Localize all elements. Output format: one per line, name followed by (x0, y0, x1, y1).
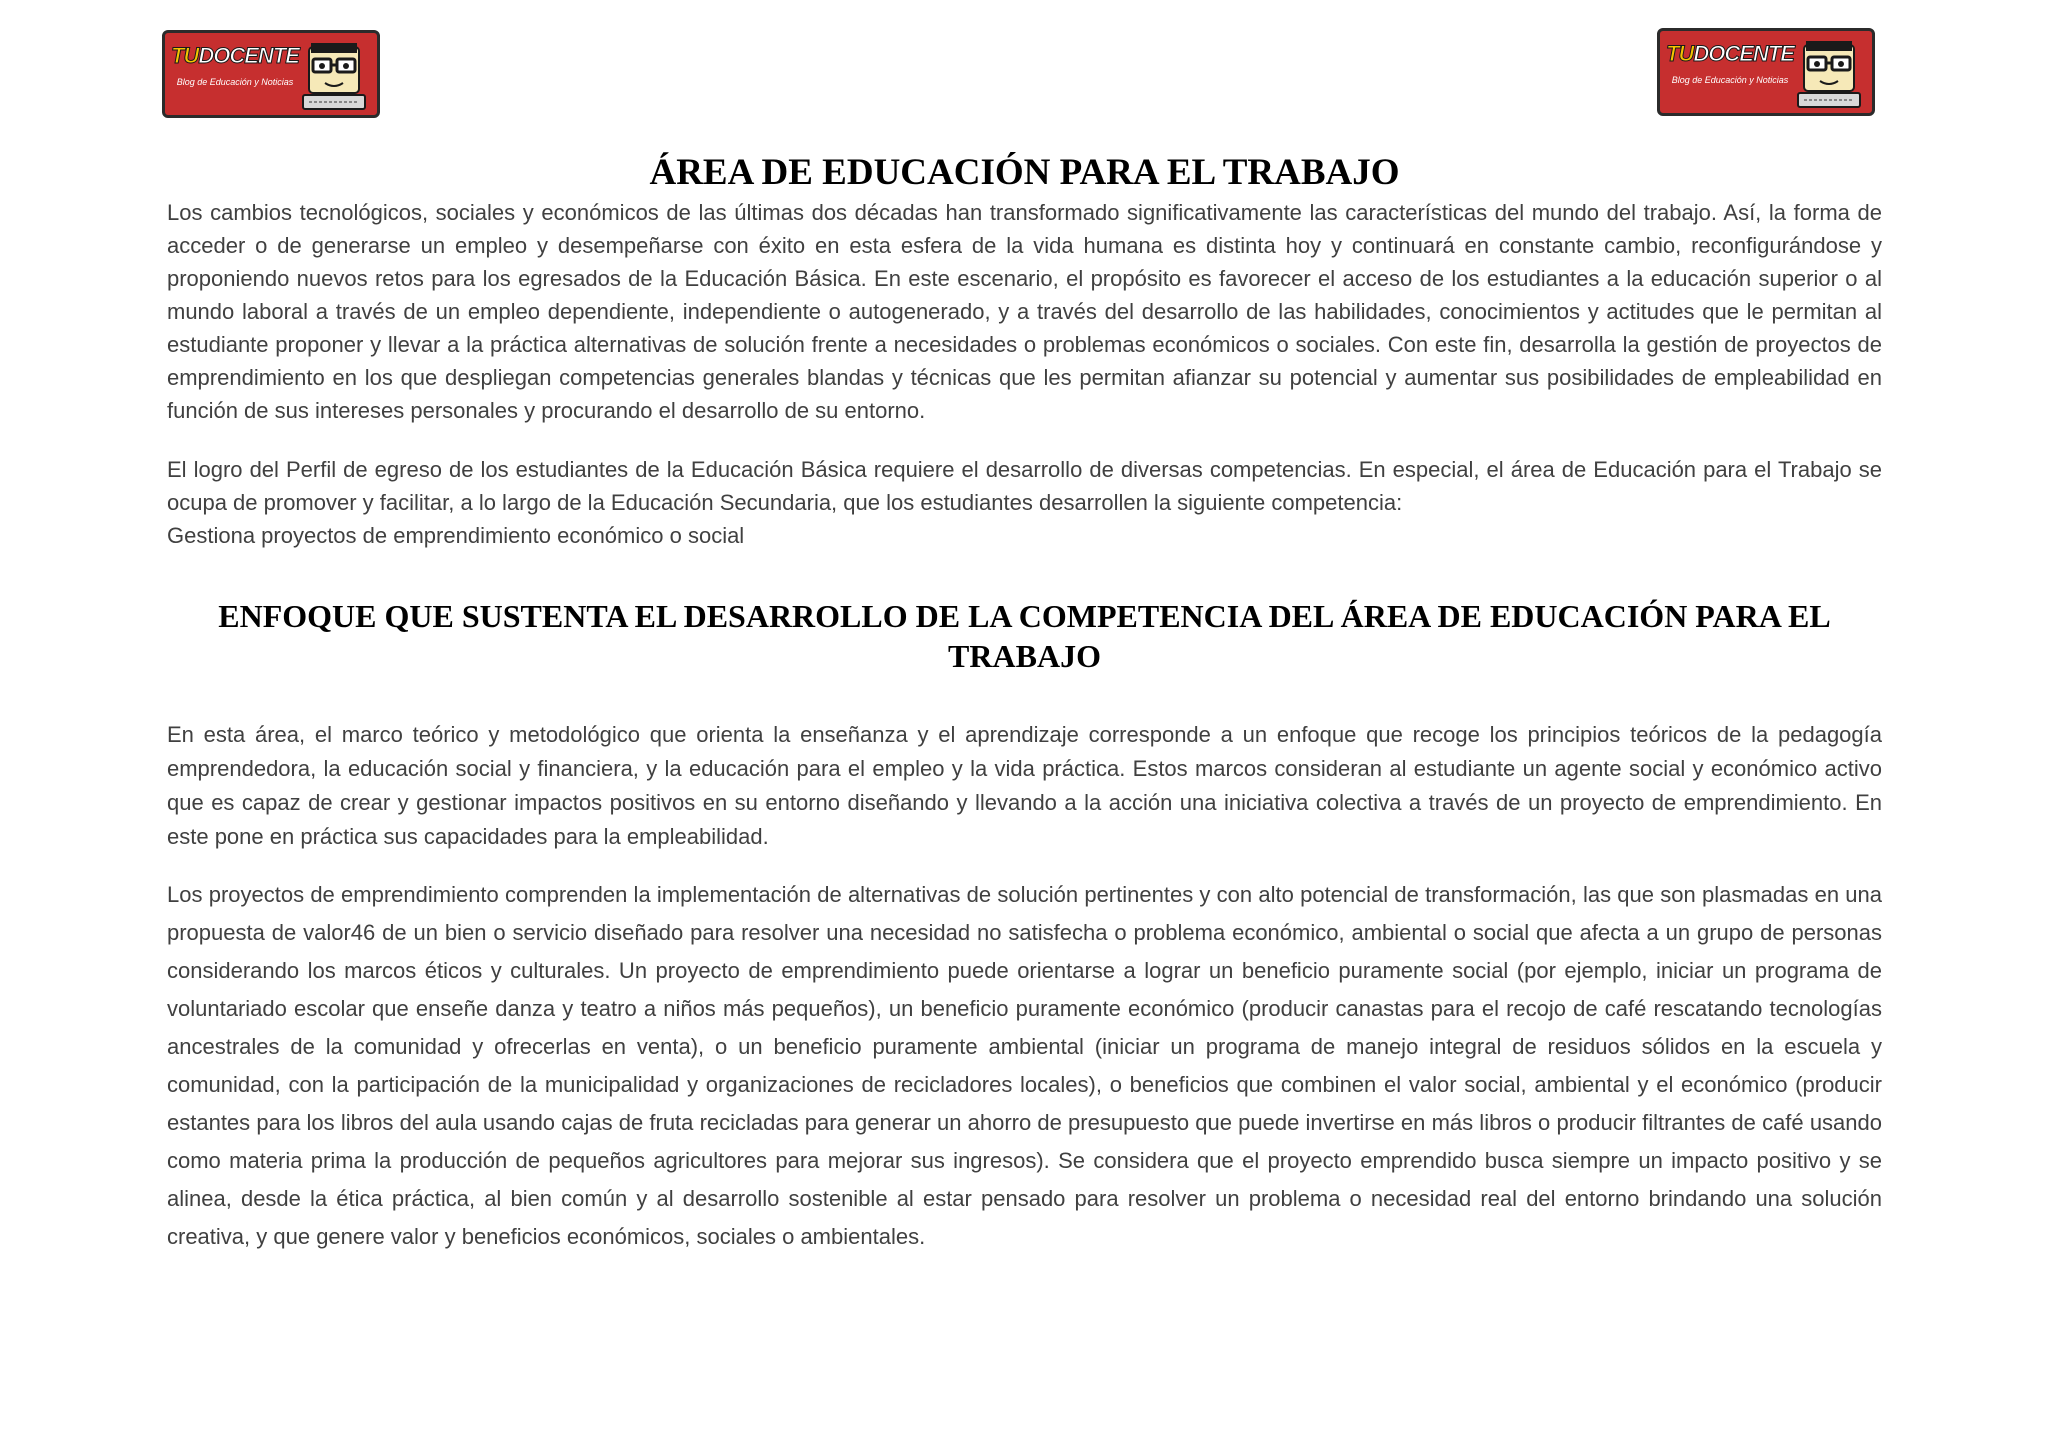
approach-paragraph: En esta área, el marco teórico y metodológico que orienta la enseñanza y el aprendizaje corresponde a un enfoque que recoge los principios teóricos de la pedagogía emprendedora, la educación social y financiera, y la educación para el empleo y la vida práctica. Estos marcos consideran al estudiante un agente social y económico activo que es capaz de crear y gestionar impactos positivos en su entorno diseñando y llevando a la acción una iniciativa colectiva a través de un proyecto de emprendimiento. En este pone en práctica sus capacidades para la empleabilidad. (167, 722, 1882, 849)
logo-subtitle: Blog de Educación y Noticias (1671, 75, 1789, 85)
logo-left (162, 30, 380, 118)
logo-brand: TUDOCENTE (171, 43, 299, 68)
section-heading: ENFOQUE QUE SUSTENTA EL DESARROLLO DE LA COMPETENCIA DEL ÁREA DE EDUCACIÓN PARA EL TRABAJO (218, 598, 1831, 674)
teacher-cartoon-icon (301, 39, 371, 113)
profile-paragraph: El logro del Perfil de egreso de los estudiantes de la Educación Básica requiere el desarrollo de diversas competencias. En especial, el área de Educación para el Trabajo se ocupa de promover y facilitar, a lo largo de la Educación Secundaria, que los estudiantes desarrollen la siguiente competencia: (167, 457, 1882, 515)
intro-paragraph: Los cambios tecnológicos, sociales y económicos de las últimas dos décadas han transformado significativamente las características del mundo del trabajo. Así, la forma de acceder o de generarse un empleo y desempeñarse con éxito en esta esfera de la vida humana es distinta hoy y continuará en constante cambio, reconfigurándose y proponiendo nuevos retos para los egresados de la Educación Básica. En este escenario, el propósito es favorecer el acceso de los estudiantes a la educación superior o al mundo laboral a través de un empleo dependiente, independiente o autogenerado, y a través del desarrollo de las habilidades, conocimientos y actitudes que le permitan al estudiante proponer y llevar a la práctica alternativas de solución frente a necesidades o problemas económicos o sociales. Con este fin, desarrolla la gestión de proyectos de emprendimiento en los que despliegan competencias generales blandas y técnicas que les permitan afianzar su potencial y aumentar sus posibilidades de empleabilidad en función de sus intereses personales y procurando el desarrollo de su entorno. (167, 200, 1882, 423)
page-title: ÁREA DE EDUCACIÓN PARA EL TRABAJO (649, 152, 1400, 193)
projects-paragraph: Los proyectos de emprendimiento comprenden la implementación de alternativas de solución pertinentes y con alto potencial de transformación, las que son plasmadas en una propuesta de valor46 de un bien o servicio diseñado para resolver una necesidad no satisfecha o problema económico, ambiental o social que afecta a un grupo de personas considerando los marcos éticos y culturales. Un proyecto de emprendimiento puede orientarse a lograr un beneficio puramente social (por ejemplo, iniciar un programa de voluntariado escolar que enseñe danza y teatro a niños más pequeños), un beneficio puramente económico (producir canastas para el recojo de café rescatando tecnologías ancestrales de la comunidad y ofrecerlas en venta), o un beneficio puramente ambiental (iniciar un programa de manejo integral de residuos sólidos en la escuela y comunidad, con la participación de la municipalidad y organizaciones de recicladores locales), o beneficios que combinen el valor social, ambiental y el económico (producir estantes para los libros del aula usando cajas de fruta recicladas para generar un ahorro de presupuesto que puede invertirse en más libros o producir filtrantes de café usando como materia prima la producción de pequeños agricultores para mejorar sus ingresos). Se considera que el proyecto emprendido busca siempre un impacto positivo y se alinea, desde la ética práctica, al bien común y al desarrollo sostenible al estar pensado para resolver un problema o necesidad real del entorno brindando una solución creativa, y que genere valor y beneficios económicos, sociales o ambientales. (167, 882, 1882, 1249)
logo-right (1657, 28, 1875, 116)
teacher-cartoon-icon (1796, 37, 1866, 111)
competency-line: Gestiona proyectos de emprendimiento económico o social (167, 523, 745, 548)
logo-brand: TUDOCENTE (1666, 41, 1794, 66)
document-body (167, 150, 1882, 1256)
logo-subtitle: Blog de Educación y Noticias (176, 77, 294, 87)
